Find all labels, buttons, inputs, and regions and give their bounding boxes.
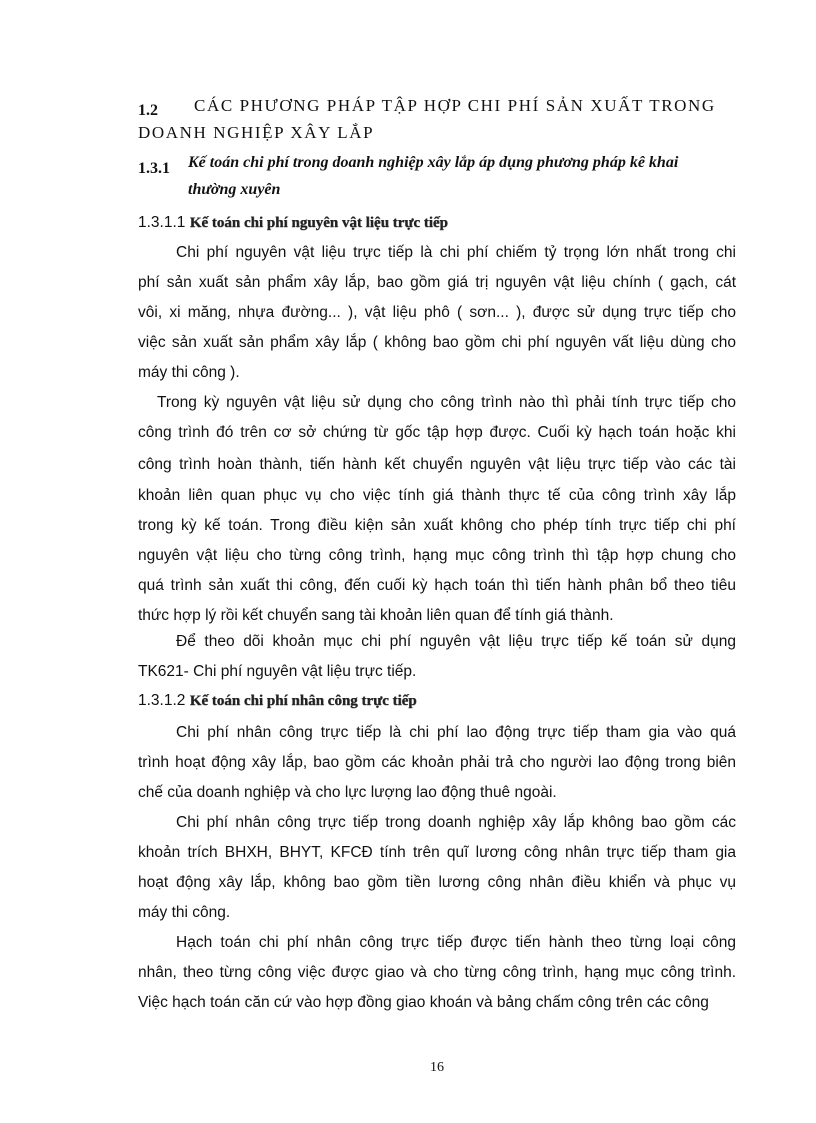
- subheading-number: 1.3.1.2: [138, 692, 186, 709]
- paragraph-line: Chi phí nhân công trực tiếp trong doanh nghiệp xây lắp không bao gồm các: [176, 814, 736, 831]
- heading-1-3-1-number: 1.3.1: [138, 160, 170, 177]
- paragraph-line: Chi phí nguyên vật liệu trực tiếp là chi phí chiếm tỷ trọng lớn nhất trong chi: [176, 244, 736, 261]
- paragraph-line: công trình đó trên cơ sở chứng từ gốc tập hợp được. Cuối kỳ hạch toán hoặc khi: [138, 424, 736, 441]
- paragraph-line: công trình hoàn thành, tiến hành kết chuyển nguyên vật liệu trực tiếp vào các tài: [138, 456, 736, 473]
- heading-1-2-number: 1.2: [138, 102, 158, 119]
- heading-1-2-line1: CÁC PHƯƠNG PHÁP TẬP HỢP CHI PHÍ SẢN XUẤT TRONG: [194, 96, 716, 115]
- paragraph-line: nguyên vật liệu cho từng công trình, hạng mục công trình thì tập hợp chung cho: [138, 547, 736, 564]
- paragraph-line: chế của doanh nghiệp và cho lực lượng lao động thuê ngoài.: [138, 784, 557, 801]
- paragraph-line: phí sản xuất sản phẩm xây lắp, bao gồm giá trị nguyên vật liệu chính ( gạch, cát: [138, 274, 736, 291]
- paragraph-line: máy thi công.: [138, 904, 231, 921]
- paragraph-line: Chi phí nhân công trực tiếp là chi phí lao động trực tiếp tham gia vào quá: [176, 724, 736, 741]
- paragraph-line: Việc hạch toán căn cứ vào hợp đồng giao khoán và bảng chấm công trên các công: [138, 994, 709, 1011]
- heading-1-2-line2: DOANH NGHIỆP XÂY LẮP: [138, 123, 375, 142]
- paragraph-line: trình hoạt động xây lắp, bao gồm các khoản phải trả cho người lao động trong biên: [138, 754, 736, 771]
- paragraph-line: thức hợp lý rồi kết chuyển sang tài khoản liên quan để tính giá thành.: [138, 607, 614, 624]
- paragraph-line: khoản trích BHXH, BHYT, KFCĐ tính trên quĩ lương công nhân trực tiếp tham gia: [138, 844, 736, 861]
- subheading-1-3-1-1: [138, 214, 448, 232]
- subheading-1-3-1-2: [138, 692, 417, 710]
- paragraph-line: Hạch toán chi phí nhân công trực tiếp được tiến hành theo từng loại công: [176, 934, 736, 951]
- page-number: 16: [430, 1060, 444, 1075]
- subheading-number: 1.3.1.1: [138, 214, 186, 231]
- paragraph-line: việc sản xuất sản phẩm xây lắp ( không bao gồm chi phí nguyên vất liệu dùng cho: [138, 334, 736, 351]
- paragraph-line: hoạt động xây lắp, không bao gồm tiền lương công nhân điều khiển và phục vụ: [138, 874, 736, 891]
- paragraph-line: nhân, theo từng công việc được giao và cho từng công trình, hạng mục công trình.: [138, 964, 736, 981]
- paragraph-line: TK621- Chi phí nguyên vật liệu trực tiếp.: [138, 663, 417, 680]
- heading-1-3-1-line2: thường xuyên: [188, 181, 281, 198]
- paragraph-line: vôi, xi măng, nhựa đường... ), vật liệu phô ( sơn... ), được sử dụng trực tiếp cho: [138, 304, 736, 321]
- subheading-title: Kế toán chi phí nguyên vật liệu trực tiếp: [189, 215, 448, 231]
- heading-1-3-1-line1: Kế toán chi phí trong doanh nghiệp xây lắp áp dụng phương pháp kê khai: [188, 154, 679, 171]
- paragraph-line: khoản liên quan phục vụ cho việc tính giá thành thực tế của công trình xây lắp: [138, 487, 736, 504]
- paragraph-line: Để theo dõi khoản mục chi phí nguyên vật liệu trực tiếp kế toán sử dụng: [176, 633, 736, 650]
- paragraph-line: quá trình sản xuất thi công, đến cuối kỳ hạch toán thì tiến hành phân bổ theo tiêu: [138, 577, 736, 594]
- paragraph-line: trong kỳ kế toán. Trong điều kiện sản xuất không cho phép tính trực tiếp chi phí: [138, 517, 736, 534]
- paragraph-line: Trong kỳ nguyên vật liệu sử dụng cho công trình nào thì phải tính trực tiếp cho: [157, 394, 736, 411]
- paragraph-line: máy thi công ).: [138, 364, 240, 381]
- subheading-title: Kế toán chi phí nhân công trực tiếp: [189, 693, 417, 709]
